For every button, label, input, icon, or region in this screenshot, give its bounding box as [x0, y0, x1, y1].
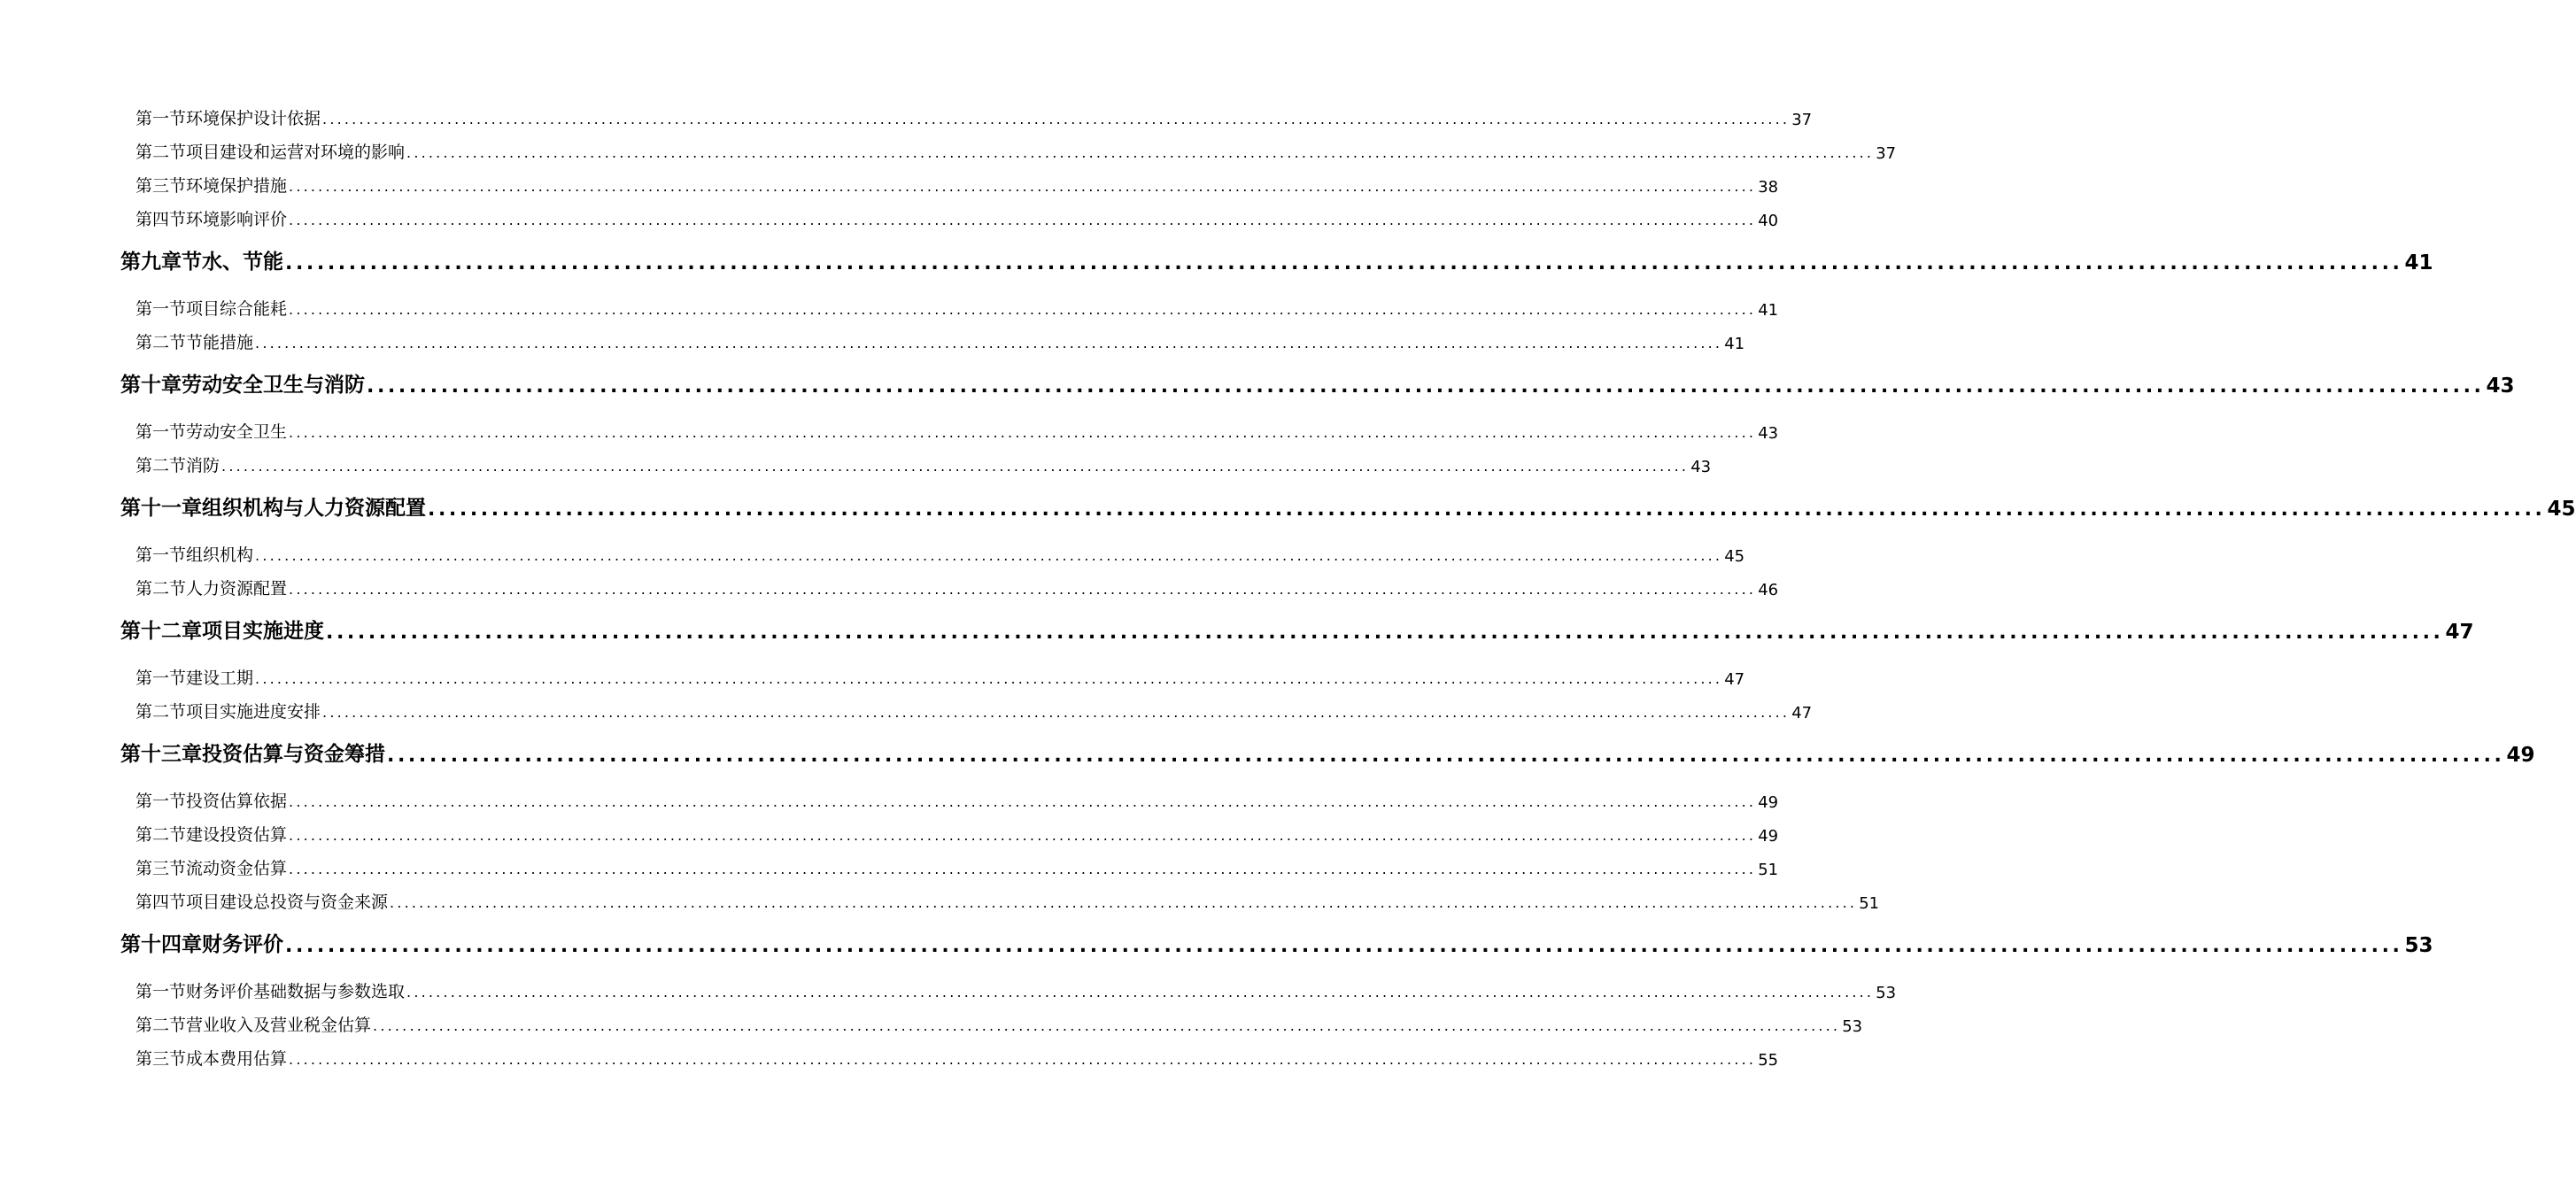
toc-entry-number: 第十四章: [120, 933, 202, 956]
toc-entry-number: 第一节: [135, 668, 187, 688]
toc-section-entry[interactable]: [135, 327, 1745, 353]
toc-entry-title: 财务评价: [202, 933, 283, 956]
toc-dot-leader: ........................................................................................................................................................................................................: [255, 335, 1723, 352]
toc-entry-title: 成本费用估算: [186, 1049, 288, 1069]
toc-entry-title: 人力资源配置: [186, 579, 288, 599]
toc-entry-page: 49: [2506, 744, 2535, 767]
toc-dot-leader: ........................................................................................................................................................................................................: [289, 424, 1757, 441]
toc-entry-title: 组织机构: [186, 545, 254, 565]
toc-entry-number: 第一节: [135, 109, 187, 128]
toc-entry-title: 项目建设总投资与资金来源: [186, 892, 389, 912]
toc-entry-number: 第四节: [135, 892, 187, 912]
toc-dot-leader: ........................................................................................................................................................................................................: [285, 252, 2403, 274]
toc-entry-number: 第二节: [135, 333, 187, 352]
toc-section-entry[interactable]: [135, 785, 1779, 812]
toc-entry-title: 项目建设和运营对环境的影响: [186, 143, 406, 162]
toc-dot-leader: ........................................................................................................................................................................................................: [406, 984, 1875, 1001]
toc-entry-title: 流动资金估算: [186, 859, 288, 878]
toc-entry-title: 环境保护措施: [186, 176, 288, 196]
toc-entry-number: 第一节: [135, 792, 187, 811]
toc-dot-leader: ........................................................................................................................................................................................................: [289, 793, 1757, 810]
toc-chapter-entry[interactable]: [120, 737, 2535, 767]
toc-entry-number: 第二节: [135, 143, 187, 162]
toc-entry-number: 第一节: [135, 545, 187, 565]
toc-entry-title: 项目综合能耗: [186, 299, 288, 319]
toc-entry-page: 43: [1758, 424, 1779, 443]
toc-entry-title: 消防: [186, 456, 220, 475]
toc-entry-page: 55: [1758, 1051, 1779, 1070]
toc-entry-page: 49: [1758, 793, 1779, 812]
toc-entry-number: 第三节: [135, 176, 187, 196]
toc-chapter-entry[interactable]: [120, 244, 2433, 274]
toc-entry-title: 项目实施进度安排: [186, 702, 321, 722]
toc-section-entry[interactable]: [135, 662, 1745, 689]
toc-dot-leader: ........................................................................................................................................................................................................: [289, 827, 1757, 844]
toc-section-entry[interactable]: [135, 886, 1880, 913]
toc-chapter-entry[interactable]: [120, 367, 2515, 398]
toc-dot-leader: ........................................................................................................................................................................................................: [255, 670, 1723, 687]
toc-entry-title: 营业收入及营业税金估算: [186, 1016, 372, 1035]
toc-entry-page: 37: [1876, 144, 1897, 163]
toc-dot-leader: ........................................................................................................................................................................................................: [289, 861, 1757, 877]
toc-dot-leader: ........................................................................................................................................................................................................: [289, 178, 1757, 195]
toc-dot-leader: ........................................................................................................................................................................................................: [373, 1017, 1841, 1034]
toc-section-entry[interactable]: [135, 103, 1813, 129]
toc-entry-number: 第十三章: [120, 743, 202, 766]
toc-entry-page: 53: [1842, 1017, 1863, 1036]
toc-entry-title: 环境保护设计依据: [186, 109, 321, 128]
toc-entry-title: 财务评价基础数据与参数选取: [186, 982, 406, 1001]
toc-entry-title: 建设工期: [186, 668, 254, 688]
toc-entry-title: 节水、节能: [182, 251, 283, 274]
toc-dot-leader: ........................................................................................................................................................................................................: [428, 498, 2546, 521]
toc-entry-page: 45: [1724, 547, 1745, 566]
toc-entry-number: 第三节: [135, 1049, 187, 1069]
toc-chapter-entry[interactable]: [120, 927, 2433, 957]
toc-entry-title: 投资估算依据: [186, 792, 288, 811]
toc-dot-leader: ........................................................................................................................................................................................................: [322, 704, 1791, 721]
toc-entry-title: 项目实施进度: [202, 620, 324, 643]
toc-dot-leader: ........................................................................................................................................................................................................: [289, 1051, 1757, 1068]
toc-entry-number: 第十二章: [120, 620, 202, 643]
toc-entry-page: 41: [1758, 301, 1779, 320]
toc-dot-leader: ........................................................................................................................................................................................................: [390, 894, 1858, 911]
toc-entry-page: 38: [1758, 178, 1779, 197]
toc-dot-leader: ........................................................................................................................................................................................................: [289, 212, 1757, 228]
toc-entry-number: 第二节: [135, 456, 187, 475]
toc-section-entry[interactable]: [135, 416, 1779, 443]
toc-entry-number: 第一节: [135, 982, 187, 1001]
toc-entry-page: 47: [2445, 621, 2474, 644]
toc-entry-number: 第十一章: [120, 497, 202, 520]
toc-dot-leader: ........................................................................................................................................................................................................: [221, 458, 1690, 475]
toc-entry-number: 第二节: [135, 825, 187, 845]
toc-entry-page: 43: [2486, 375, 2515, 398]
toc-entry-title: 劳动安全卫生与消防: [182, 374, 365, 397]
toc-dot-leader: ........................................................................................................................................................................................................: [387, 745, 2505, 767]
toc-entry-title: 组织机构与人力资源配置: [202, 497, 426, 520]
toc-section-entry[interactable]: [135, 136, 1897, 163]
toc-section-entry[interactable]: [135, 976, 1897, 1002]
toc-dot-leader: ........................................................................................................................................................................................................: [255, 547, 1723, 564]
toc-entry-page: 47: [1791, 704, 1813, 722]
toc-entry-number: 第四节: [135, 210, 187, 229]
toc-dot-leader: ........................................................................................................................................................................................................: [322, 111, 1791, 128]
toc-entry-title: 环境影响评价: [186, 210, 288, 229]
toc-entry-page: 43: [1690, 458, 1712, 476]
toc-entry-page: 49: [1758, 827, 1779, 846]
toc-dot-leader: ........................................................................................................................................................................................................: [406, 144, 1875, 161]
toc-entry-title: 劳动安全卫生: [186, 422, 288, 442]
toc-entry-title: 建设投资估算: [186, 825, 288, 845]
toc-section-entry[interactable]: [135, 450, 1712, 476]
toc-entry-page: 51: [1859, 894, 1880, 913]
toc-entry-page: 53: [2404, 934, 2433, 957]
toc-entry-page: 47: [1724, 670, 1745, 689]
toc-entry-title: 节能措施: [186, 333, 254, 352]
toc-entry-number: 第二节: [135, 579, 187, 599]
toc-entry-number: 第九章: [120, 251, 182, 274]
toc-entry-number: 第三节: [135, 859, 187, 878]
toc-dot-leader: ........................................................................................................................................................................................................: [326, 622, 2444, 644]
toc-entry-page: 41: [1724, 335, 1745, 353]
toc-section-entry[interactable]: [135, 204, 1779, 230]
toc-entry-number: 第二节: [135, 702, 187, 722]
toc-section-entry[interactable]: [135, 696, 1813, 722]
toc-entry-page: 40: [1758, 212, 1779, 230]
toc-section-entry[interactable]: [135, 853, 1779, 879]
toc-entry-page: 37: [1791, 111, 1813, 129]
toc-entry-page: 46: [1758, 581, 1779, 599]
toc-entry-title: 投资估算与资金筹措: [202, 743, 385, 766]
toc-entry-number: 第二节: [135, 1016, 187, 1035]
toc-section-entry[interactable]: [135, 293, 1779, 320]
toc-dot-leader: ........................................................................................................................................................................................................: [285, 935, 2403, 957]
toc-dot-leader: ........................................................................................................................................................................................................: [289, 581, 1757, 598]
toc-entry-number: 第一节: [135, 422, 187, 442]
toc-chapter-entry[interactable]: [120, 491, 2576, 521]
toc-entry-number: 第十章: [120, 374, 182, 397]
toc-entry-page: 53: [1876, 984, 1897, 1002]
toc-entry-page: 41: [2404, 251, 2433, 274]
toc-section-entry[interactable]: [135, 573, 1779, 599]
toc-entry-page: 45: [2547, 498, 2576, 521]
toc-section-entry[interactable]: [135, 1009, 1863, 1036]
toc-section-entry[interactable]: [135, 819, 1779, 846]
toc-section-entry[interactable]: [135, 1043, 1779, 1070]
toc-entry-page: 51: [1758, 861, 1779, 879]
toc-section-entry[interactable]: [135, 539, 1745, 566]
toc-dot-leader: ........................................................................................................................................................................................................: [289, 301, 1757, 318]
toc-chapter-entry[interactable]: [120, 614, 2474, 644]
toc-section-entry[interactable]: [135, 170, 1779, 197]
toc-dot-leader: ........................................................................................................................................................................................................: [367, 375, 2485, 398]
toc-entry-number: 第一节: [135, 299, 187, 319]
